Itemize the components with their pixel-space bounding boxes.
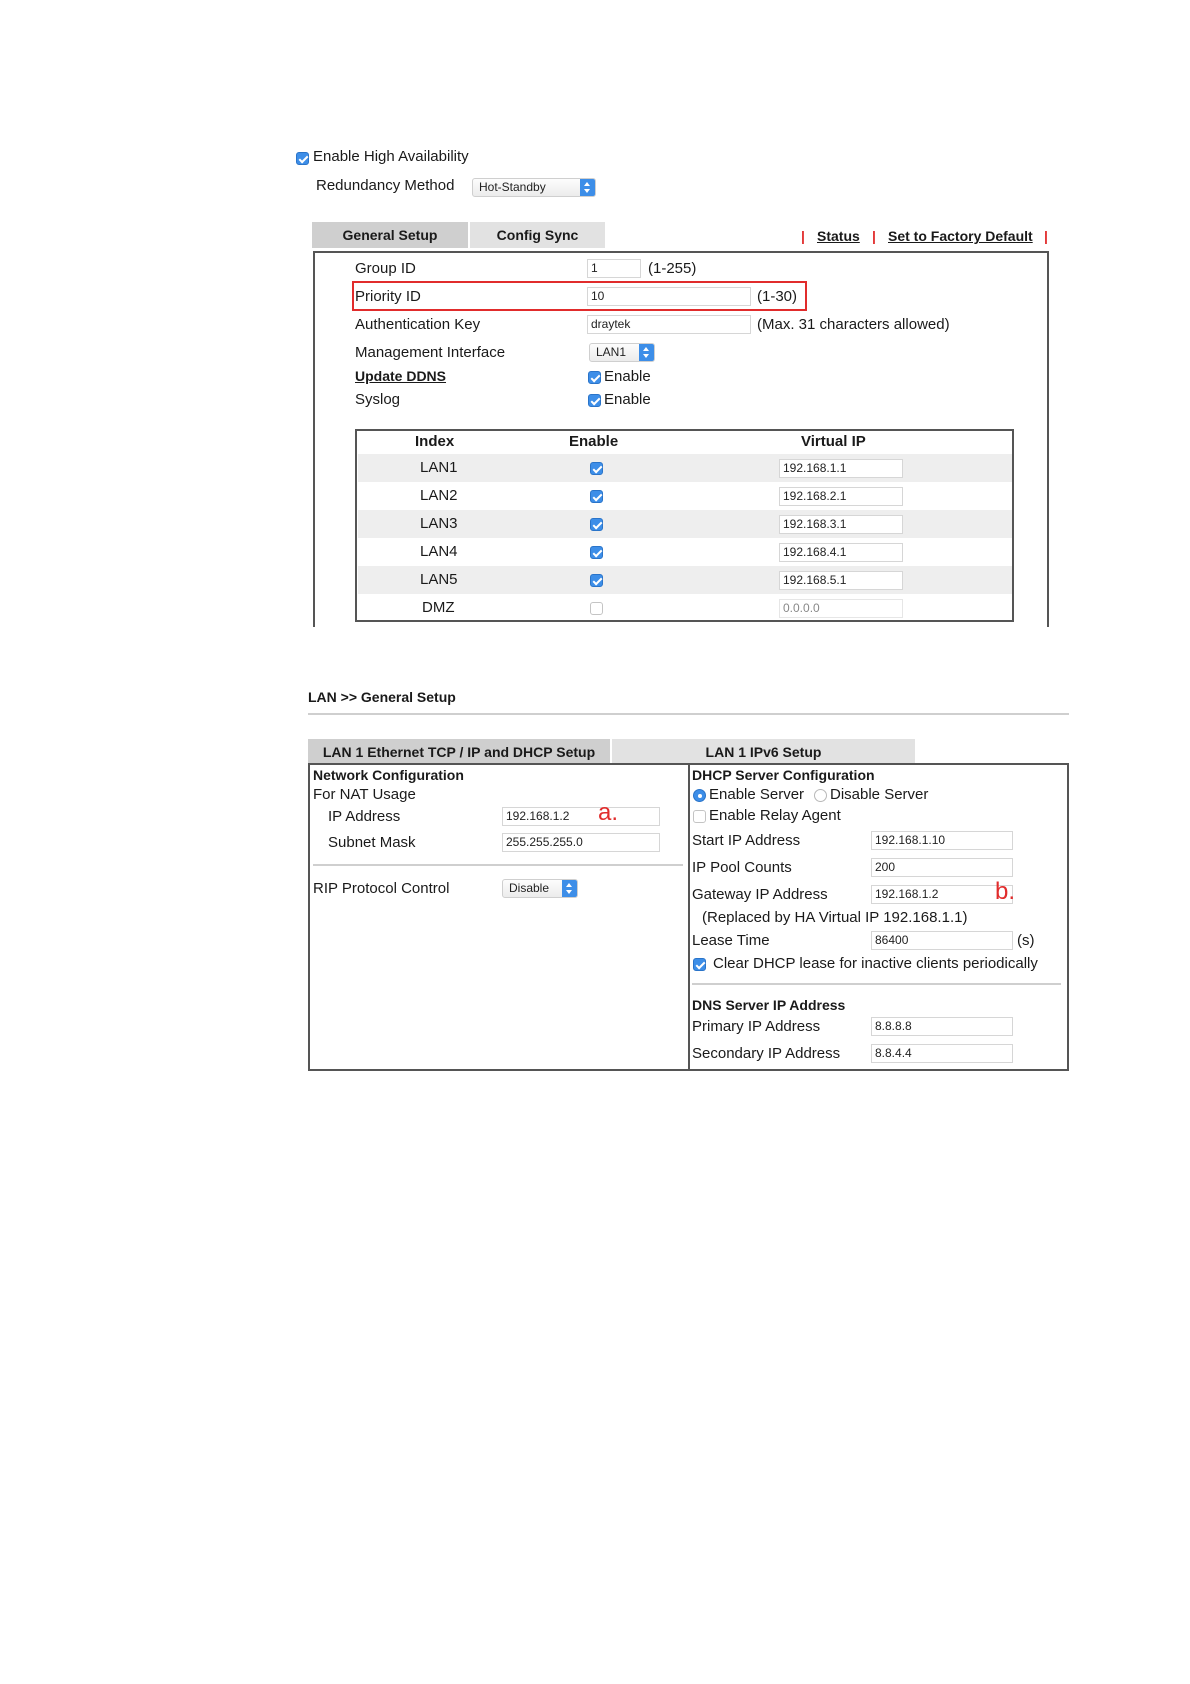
marker-b: b.	[995, 878, 1016, 905]
gateway-ip-label: Gateway IP Address	[692, 886, 828, 903]
mgmt-interface-value: LAN1	[596, 345, 627, 359]
select-arrows-icon	[580, 179, 595, 196]
table-row-virtual-ip-input[interactable]: 192.168.3.1	[779, 515, 903, 534]
table-header-enable: Enable	[569, 433, 619, 450]
table-row-index: LAN2	[420, 487, 458, 504]
priority-id-label: Priority ID	[355, 288, 421, 305]
table-row-index: LAN4	[420, 543, 458, 560]
lease-time-input[interactable]: 86400	[871, 931, 1013, 950]
tab-lan1-ethernet-label: LAN 1 Ethernet TCP / IP and DHCP Setup	[322, 744, 596, 760]
table-row-enable-checkbox[interactable]	[590, 574, 603, 587]
syslog-checkbox[interactable]	[588, 394, 601, 407]
table-row-index: DMZ	[422, 599, 455, 616]
secondary-dns-input[interactable]: 8.8.4.4	[871, 1044, 1013, 1063]
table-row-enable-checkbox[interactable]	[590, 602, 603, 615]
table-row-virtual-ip-input[interactable]: 192.168.5.1	[779, 571, 903, 590]
table-row-virtual-ip-input[interactable]: 192.168.4.1	[779, 543, 903, 562]
lease-time-unit: (s)	[1017, 932, 1035, 949]
table-row-enable-checkbox[interactable]	[590, 462, 603, 475]
table-row-index: LAN3	[420, 515, 458, 532]
rip-protocol-value: Disable	[509, 881, 550, 895]
subnet-mask-input[interactable]: 255.255.255.0	[502, 833, 660, 852]
table-row-index: LAN1	[420, 459, 458, 476]
auth-key-label: Authentication Key	[355, 316, 481, 333]
tab-config-sync-label: Config Sync	[496, 227, 579, 243]
group-id-hint: (1-255)	[648, 260, 697, 277]
table-header-index: Index	[415, 433, 455, 450]
mgmt-interface-label: Management Interface	[355, 344, 506, 361]
syslog-enable-label: Enable	[604, 391, 651, 408]
ip-pool-label: IP Pool Counts	[692, 859, 792, 876]
enable-ha-checkbox[interactable]	[296, 152, 309, 165]
gateway-ip-input[interactable]: 192.168.1.2	[871, 885, 1013, 904]
table-row-enable-checkbox[interactable]	[590, 490, 603, 503]
dhcp-config-heading: DHCP Server Configuration	[692, 767, 875, 783]
status-link[interactable]: Status	[817, 228, 860, 244]
table-row-virtual-ip-input[interactable]: 192.168.2.1	[779, 487, 903, 506]
tab-general-setup[interactable]	[312, 222, 468, 248]
enable-ha-label: Enable High Availability	[313, 148, 469, 165]
marker-a: a.	[598, 799, 619, 826]
link-separator: |	[1044, 228, 1048, 244]
table-row-enable-checkbox[interactable]	[590, 546, 603, 559]
update-ddns-link[interactable]: Update DDNS	[355, 368, 447, 384]
disable-server-label: Disable Server	[830, 786, 929, 803]
update-ddns-checkbox[interactable]	[588, 371, 601, 384]
rip-protocol-label: RIP Protocol Control	[313, 880, 450, 897]
auth-key-input[interactable]: draytek	[587, 315, 751, 334]
relay-agent-checkbox[interactable]	[693, 810, 706, 823]
left-section-divider	[313, 864, 683, 866]
lan-ip-address-label: IP Address	[328, 808, 401, 825]
table-row-enable-checkbox[interactable]	[590, 518, 603, 531]
mgmt-interface-select[interactable]	[589, 343, 655, 362]
tab-lan1-ethernet[interactable]	[308, 739, 610, 765]
nat-usage-label: For NAT Usage	[313, 786, 416, 803]
lan-ip-address-input[interactable]: 192.168.1.2	[502, 807, 660, 826]
start-ip-label: Start IP Address	[692, 832, 801, 849]
redundancy-method-label: Redundancy Method	[316, 177, 455, 194]
enable-server-radio[interactable]	[693, 789, 706, 802]
update-ddns-enable-label: Enable	[604, 368, 651, 385]
tab-general-setup-label: General Setup	[342, 227, 438, 243]
select-arrows-icon	[562, 880, 577, 897]
replaced-by-ha-note: (Replaced by HA Virtual IP 192.168.1.1)	[702, 909, 968, 926]
right-section-divider	[692, 983, 1061, 985]
group-id-input[interactable]: 1	[587, 259, 641, 278]
rip-protocol-select[interactable]	[502, 879, 578, 898]
secondary-dns-label: Secondary IP Address	[692, 1045, 841, 1062]
table-row-index: LAN5	[420, 571, 458, 588]
dns-server-heading: DNS Server IP Address	[692, 997, 846, 1013]
priority-id-input[interactable]: 10	[587, 287, 751, 306]
tab-config-sync[interactable]	[470, 222, 605, 248]
network-config-heading: Network Configuration	[313, 767, 464, 783]
link-separator: |	[801, 228, 805, 244]
tab-lan1-ipv6[interactable]	[612, 739, 915, 765]
select-arrows-icon	[639, 344, 654, 361]
priority-id-hint: (1-30)	[757, 288, 798, 305]
tab-lan1-ipv6-label: LAN 1 IPv6 Setup	[705, 744, 822, 760]
group-id-label: Group ID	[355, 260, 416, 277]
clear-dhcp-lease-label: Clear DHCP lease for inactive clients periodically	[713, 955, 1038, 972]
breadcrumb-divider	[308, 713, 1069, 715]
redundancy-method-select[interactable]	[472, 178, 596, 197]
breadcrumb: LAN >> General Setup	[308, 689, 456, 705]
lease-time-label: Lease Time	[692, 932, 770, 949]
primary-dns-input[interactable]: 8.8.8.8	[871, 1017, 1013, 1036]
table-header-virtual-ip: Virtual IP	[801, 433, 866, 450]
enable-server-label: Enable Server	[709, 786, 805, 803]
start-ip-input[interactable]: 192.168.1.10	[871, 831, 1013, 850]
disable-server-radio[interactable]	[814, 789, 827, 802]
subnet-mask-label: Subnet Mask	[328, 834, 416, 851]
factory-default-link[interactable]: Set to Factory Default	[888, 228, 1033, 244]
ip-pool-input[interactable]: 200	[871, 858, 1013, 877]
auth-key-hint: (Max. 31 characters allowed)	[757, 316, 950, 333]
link-separator: |	[872, 228, 876, 244]
relay-agent-label: Enable Relay Agent	[709, 807, 841, 824]
primary-dns-label: Primary IP Address	[692, 1018, 821, 1035]
redundancy-method-value: Hot-Standby	[479, 180, 546, 194]
clear-dhcp-lease-checkbox[interactable]	[693, 958, 706, 971]
syslog-label: Syslog	[355, 391, 401, 408]
table-row-virtual-ip-input[interactable]: 192.168.1.1	[779, 459, 903, 478]
table-row-virtual-ip-input[interactable]: 0.0.0.0	[779, 599, 903, 618]
